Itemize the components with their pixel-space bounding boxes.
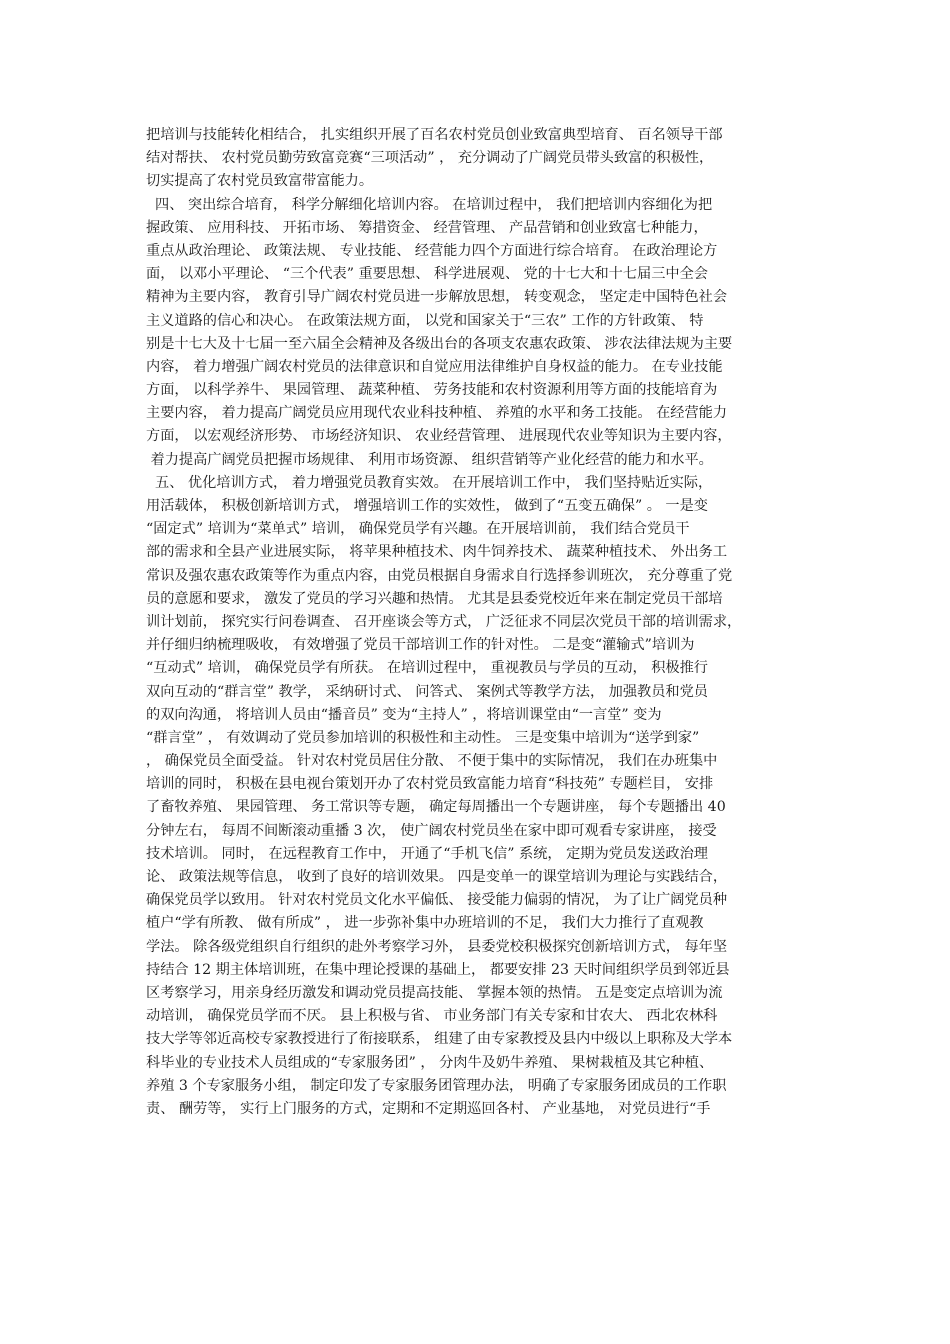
text-line: “互动式” 培训， 确保党员学有所获。 在培训过程中， 重视教员与学员的互动， 积极推行	[146, 660, 708, 677]
text-line: 重点从政治理论、 政策法规、 专业技能、 经营能力四个方面进行综合培育。 在政治理论方	[146, 242, 718, 259]
text-line: 结对帮扶、 农村党员勤劳致富竞赛“三项活动” ， 充分调动了广阔党员带头致富的积极性，	[146, 150, 714, 167]
text-line: 面， 以邓小平理论、 “三个代表” 重要思想、 科学进展观、 党的十七大和十七届三中全会	[146, 266, 708, 283]
text-line: 持结合 12 期主体培训班，在集中理论授课的基础上， 都要安排 23 天时间组织学员到邻近县	[146, 961, 730, 978]
text-line: 动培训， 确保党员学而不厌。 县上积极与省、 市业务部门有关专家和甘农大、 西北农林科	[146, 1008, 718, 1025]
text-line: ， 确保党员全面受益。 针对农村党员居住分散、 不便于集中的实际情况， 我们在办班集中	[146, 753, 718, 770]
text-line: 主要内容， 着力提高广阔党员应用现代农业科技种植、 养殖的水平和务工技能。 在经营能力	[146, 405, 728, 422]
text-line: 的双向沟通， 将培训人员由“播音员” 变为“主持人” ，将培训课堂由“一言堂” 变为	[146, 706, 662, 723]
text-line: 着力提高广阔党员把握市场规律、 利用市场资源、 组织营销等产业化经营的能力和水平。	[146, 451, 713, 468]
text-line: 了畜牧养殖、 果园管理、 务工常识等专题， 确定每周播出一个专题讲座， 每个专题播出 40	[146, 799, 726, 816]
text-line: 双向互动的“群言堂” 教学， 采纳研讨式、 问答式、 案例式等教学方法， 加强教员和党员	[146, 683, 708, 700]
text-line: 技大学等邻近高校专家教授进行了衔接联系， 组建了由专家教授及县内中级以上职称及大学本	[146, 1031, 733, 1048]
text-line: 区考察学习，用亲身经历激发和调动党员提高技能、 掌握本领的热情。 五是变定点培训为流	[146, 984, 723, 1001]
text-line: 论、 政策法规等信息， 收到了良好的培训效果。 四是变单一的课堂培训为理论与实践结合，	[146, 869, 728, 885]
text-line: 技术培训。 同时， 在远程教育工作中， 开通了“手机飞信” 系统， 定期为党员发送政治理	[146, 845, 708, 862]
text-line: 员的意愿和要求， 激发了党员的学习兴趣和热情。 尤其是县委党校近年来在制定党员干部培	[146, 590, 723, 607]
text-line: 内容， 着力增强广阔农村党员的法律意识和自觉应用法律维护自身权益的能力。 在专业技能	[146, 358, 723, 375]
text-line: 并仔细归纳梳理吸收， 有效增强了党员干部培训工作的针对性。 二是变“灌输式”培训为	[146, 637, 695, 654]
text-line: 用活载体， 积极创新培训方式， 增强培训工作的实效性， 做到了“五变五确保” 。 一是变	[146, 498, 708, 514]
text-line: 把培训与技能转化相结合， 扎实组织开展了百名农村党员创业致富典型培育、 百名领导干部	[146, 127, 723, 143]
text-line: 责、 酬劳等， 实行上门服务的方式，定期和不定期巡回各村、 产业基地， 对党员进行“手	[146, 1100, 711, 1117]
text-line: 确保党员学以致用。 针对农村党员文化水平偏低、 接受能力偏弱的情况， 为了让广阔党员种	[146, 892, 728, 909]
text-line: 训计划前， 探究实行问卷调查、 召开座谈会等方式， 广泛征求不同层次党员干部的培训需求，	[146, 613, 742, 630]
text-line: 别是十七大及十七届一至六届全会精神及各级出台的各项支农惠农政策、 涉农法律法规为主要	[146, 335, 733, 352]
text-line: 五、 优化培训方式， 着力增强党员教育实效。 在开展培训工作中， 我们坚持贴近实际，	[146, 474, 713, 491]
text-line: 科毕业的专业技术人员组成的“专家服务团” ， 分肉牛及奶牛养殖、 果树栽植及其它种植、	[146, 1054, 714, 1071]
text-line: 主义道路的信心和决心。 在政策法规方面， 以党和国家关于“三农” 工作的方针政策、 特	[146, 312, 704, 329]
text-line: 方面， 以宏观经济形势、 市场经济知识、 农业经营管理、 进展现代农业等知识为主要内容，	[146, 428, 732, 445]
body-text	[146, 124, 816, 1121]
text-line: 四、 突出综合培育， 科学分解细化培训内容。 在培训过程中， 我们把培训内容细化为把	[146, 196, 713, 213]
text-line: 分钟左右， 每周不间断滚动重播 3 次， 使广阔农村党员坐在家中即可观看专家讲座， 接受	[146, 822, 717, 839]
text-line: 养殖 3 个专家服务小组， 制定印发了专家服务团管理办法， 明确了专家服务团成员的工作职	[146, 1077, 727, 1094]
text-line: 部的需求和全县产业进展实际， 将苹果种植技术、肉牛饲养技术、 蔬菜种植技术、 外出务工	[146, 544, 728, 561]
text-line: 方面， 以科学养牛、 果园管理、 蔬菜种植、 劳务技能和农村资源利用等方面的技能培育为	[146, 382, 718, 399]
text-line: “固定式” 培训为“菜单式” 培训， 确保党员学有兴趣。在开展培训前， 我们结合党员干	[146, 521, 690, 538]
text-line: “群言堂” ， 有效调动了党员参加培训的积极性和主动性。 三是变集中培训为“送学到家”	[146, 729, 700, 746]
text-line: 切实提高了农村党员致富带富能力。	[146, 173, 374, 190]
text-line: 常识及强农惠农政策等作为重点内容，由党员根据自身需求自行选择参训班次， 充分尊重了党	[146, 567, 733, 584]
text-line: 学法。 除各级党组织自行组织的赴外考察学习外， 县委党校积极探究创新培训方式， 每年坚	[146, 938, 728, 955]
text-line: 培训的同时， 积极在县电视台策划开办了农村党员致富能力培育“科技苑” 专题栏目， 安排	[146, 776, 714, 793]
text-line: 握政策、 应用科技、 开拓市场、 筹措资金、 经营管理、 产品营销和创业致富七种能力，	[146, 219, 708, 236]
text-line: 精神为主要内容， 教育引导广阔农村党员进一步解放思想， 转变观念， 坚定走中国特色社会	[146, 289, 728, 306]
text-line: 植户“学有所教、 做有所成” ， 进一步弥补集中办班培训的不足， 我们大力推行了直观教	[146, 915, 704, 932]
